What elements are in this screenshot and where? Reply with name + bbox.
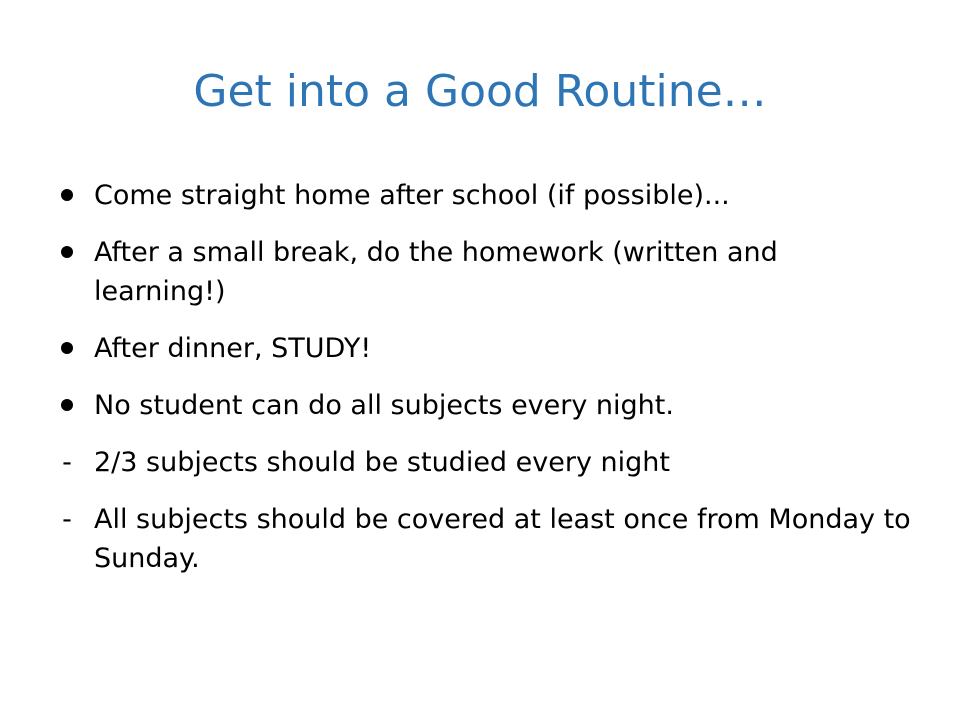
list-item [56, 329, 916, 368]
list-item [56, 176, 916, 215]
list-item-text: 2/3 subjects should be studied every night [94, 447, 670, 478]
list-item-text: After dinner, STUDY! [94, 333, 372, 364]
list-item-text: No student can do all subjects every night. [94, 390, 674, 421]
list-item-text: Come straight home after school (if possible)... [94, 180, 730, 211]
list-item-text: All subjects should be covered at least once from Monday to Sunday. [94, 504, 911, 574]
bullet-icon [56, 329, 78, 368]
slide-title: Get into a Good Routine… [193, 66, 767, 117]
bullet-icon [56, 176, 78, 215]
list-item [56, 443, 916, 482]
bullet-icon [56, 233, 78, 272]
list-item [56, 233, 916, 311]
bullet-list [56, 176, 916, 596]
list-item [56, 386, 916, 425]
dash-marker: - [62, 447, 72, 478]
dash-marker: - [62, 504, 72, 535]
list-item [56, 500, 916, 578]
list-item-text: After a small break, do the homework (written and learning!) [94, 237, 778, 307]
bullet-icon [56, 386, 78, 425]
